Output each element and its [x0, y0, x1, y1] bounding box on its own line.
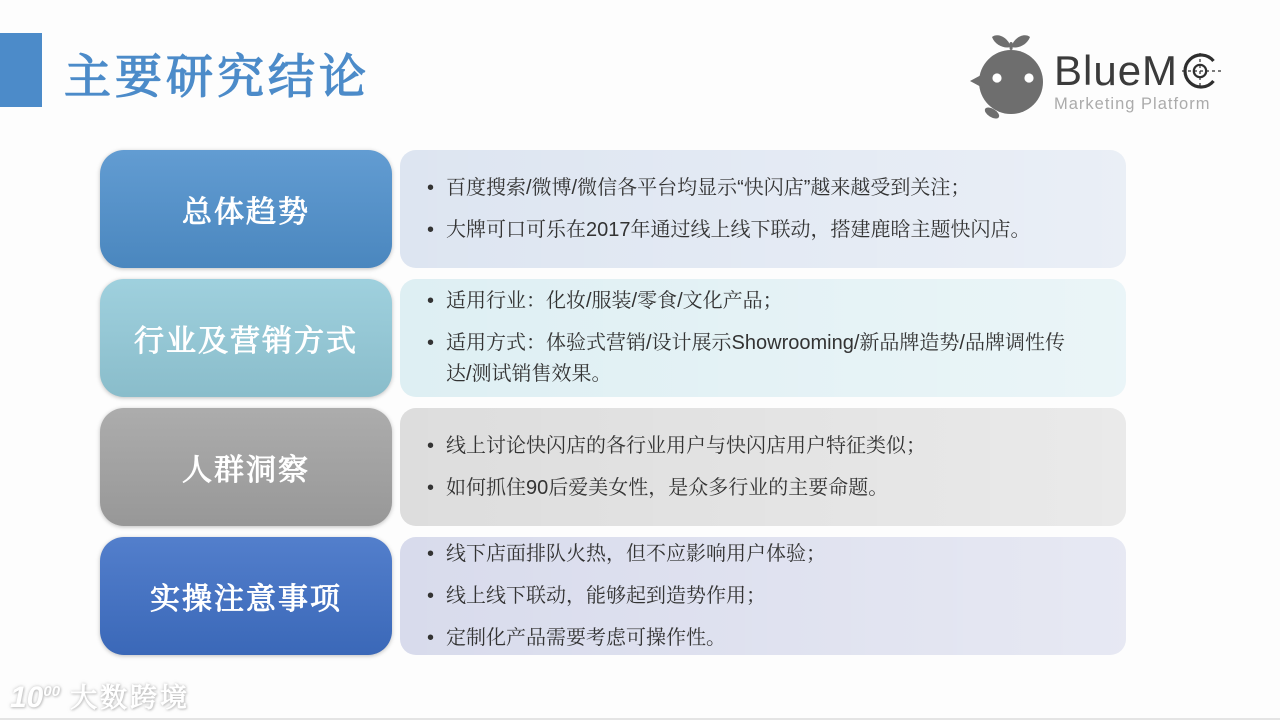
summary-rows	[100, 150, 1126, 655]
bullet-item: • 线下店面排队火热，但不应影响用户体验；	[424, 539, 1084, 570]
bullet-list	[400, 408, 1126, 526]
bullet-item: • 线上线下联动，能够起到造势作用；	[424, 581, 1084, 612]
logo-subtitle: Marketing Platform	[1054, 95, 1211, 113]
row-audience-insight	[100, 408, 1126, 526]
c-target-icon	[1179, 52, 1223, 90]
row-label: 人群洞察	[100, 408, 392, 526]
title-accent-square	[0, 33, 42, 107]
row-industry-marketing	[100, 279, 1126, 397]
row-label: 行业及营销方式	[100, 279, 392, 397]
bullet-item: • 大牌可口可乐在2017年通过线上线下联动，搭建鹿晗主题快闪店。	[424, 215, 1084, 246]
row-content	[400, 150, 1126, 268]
bullet-item: • 如何抓住90后爱美女性，是众多行业的主要命题。	[424, 473, 1084, 504]
bird-mascot-icon	[970, 32, 1052, 120]
row-content	[400, 408, 1126, 526]
bullet-list	[400, 279, 1126, 397]
bullet-item: • 定制化产品需要考虑可操作性。	[424, 623, 1084, 654]
row-overall-trend	[100, 150, 1126, 268]
bullet-item: • 百度搜索/微博/微信各平台均显示“快闪店”越来越受到关注；	[424, 173, 1084, 204]
row-content	[400, 279, 1126, 397]
watermark	[10, 676, 190, 715]
bullet-item: • 线上讨论快闪店的各行业用户与快闪店用户特征类似；	[424, 431, 1084, 462]
watermark-logo: $10^{00}$	[10, 681, 61, 714]
bluemc-logo	[970, 32, 1223, 120]
page-title: 主要研究结论	[64, 50, 370, 103]
row-label: 总体趋势	[100, 150, 392, 268]
row-content	[400, 537, 1126, 655]
row-practice-notes	[100, 537, 1126, 655]
bullet-item: • 适用方式：体验式营销/设计展示Showrooming/新品牌造势/品牌调性传达/测试销售效果。	[424, 328, 1084, 390]
brand-text: BlueM	[1054, 47, 1179, 94]
bullet-item: • 适用行业：化妆/服装/零食/文化产品；	[424, 286, 1084, 317]
row-label: 实操注意事项	[100, 537, 392, 655]
bullet-list	[400, 150, 1126, 268]
watermark-text: 大数跨境	[70, 683, 191, 713]
bullet-list	[400, 537, 1126, 655]
